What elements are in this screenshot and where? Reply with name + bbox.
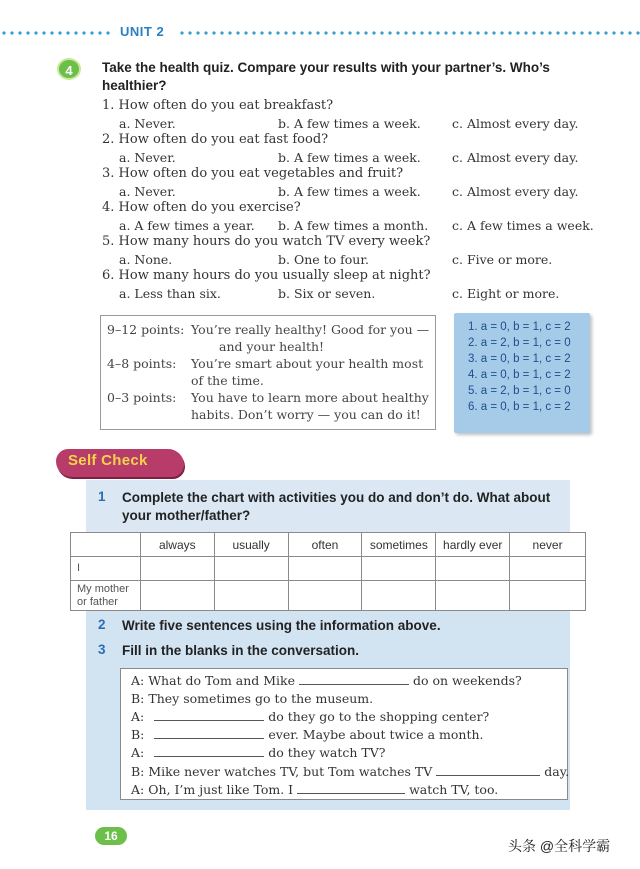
section-number-badge: 4	[57, 58, 81, 80]
row-label: I	[71, 557, 141, 581]
quiz-option-b: b. Six or seven.	[278, 286, 376, 301]
page-number: 16	[95, 827, 127, 845]
quiz-question: 1. How often do you eat breakfast?	[102, 98, 334, 113]
answer-key-box	[454, 313, 590, 433]
step-text: Write five sentences using the information above.	[122, 618, 441, 633]
quiz-option-a: a. Never.	[119, 116, 176, 131]
answer-key-line: 4. a = 0, b = 1, c = 2	[468, 369, 571, 381]
column-header: sometimes	[362, 533, 436, 557]
blank-field[interactable]	[299, 673, 409, 685]
blank-field[interactable]	[154, 745, 264, 757]
table-cell[interactable]	[214, 557, 288, 581]
table-cell[interactable]	[140, 581, 214, 611]
quiz-option-c: c. Almost every day.	[452, 150, 579, 165]
quiz-option-a: a. Never.	[119, 150, 176, 165]
scoring-box	[100, 315, 436, 430]
blank-field[interactable]	[154, 727, 264, 739]
quiz-option-a: a. Less than six.	[119, 286, 221, 301]
points-text: You’re really healthy! Good for you — and your health!	[191, 322, 430, 354]
column-header: always	[140, 533, 214, 557]
step-number: 1	[98, 489, 106, 504]
answer-key-line: 5. a = 2, b = 1, c = 0	[468, 385, 571, 397]
points-text: You’re smart about your health most of the time.	[191, 356, 424, 388]
conversation-line: B: ever. Maybe about twice a month.	[131, 727, 484, 742]
points-label: 4–8 points:	[107, 356, 177, 371]
table-cell[interactable]	[436, 557, 510, 581]
quiz-option-b: b. A few times a month.	[278, 218, 429, 233]
quiz-option-b: b. One to four.	[278, 252, 369, 267]
unit-label: UNIT 2	[120, 24, 165, 39]
quiz-option-c: c. Five or more.	[452, 252, 553, 267]
quiz-option-b: b. A few times a week.	[278, 184, 421, 199]
table-cell[interactable]	[436, 581, 510, 611]
frequency-chart	[70, 532, 586, 611]
step-number: 2	[98, 617, 106, 632]
table-cell[interactable]	[510, 581, 586, 611]
table-corner	[71, 533, 141, 557]
table-cell[interactable]	[288, 557, 362, 581]
table-row	[71, 581, 586, 611]
quiz-question: 2. How often do you eat fast food?	[102, 132, 329, 147]
answer-key-line: 3. a = 0, b = 1, c = 2	[468, 353, 571, 365]
watermark: 头条 @全科学霸	[508, 838, 611, 854]
header-dots-left	[0, 31, 110, 35]
conversation-line: B: They sometimes go to the museum.	[131, 691, 374, 706]
conversation-line: B: Mike never watches TV, but Tom watches TV day.	[131, 764, 570, 779]
conversation-box	[120, 668, 568, 800]
table-row	[71, 557, 586, 581]
quiz-option-c: c. Eight or more.	[452, 286, 560, 301]
points-text: You have to learn more about healthy habits. Don’t worry — you can do it!	[191, 390, 429, 422]
quiz-option-c: c. A few times a week.	[452, 218, 594, 233]
answer-key-line: 2. a = 2, b = 1, c = 0	[468, 337, 571, 349]
column-header: never	[510, 533, 586, 557]
blank-field[interactable]	[297, 782, 405, 794]
quiz-option-a: a. Never.	[119, 184, 176, 199]
answer-key-line: 6. a = 0, b = 1, c = 2	[468, 401, 571, 413]
blank-field[interactable]	[154, 709, 264, 721]
table-cell[interactable]	[362, 581, 436, 611]
table-cell[interactable]	[288, 581, 362, 611]
column-header: usually	[214, 533, 288, 557]
column-header: hardly ever	[436, 533, 510, 557]
quiz-question: 4. How often do you exercise?	[102, 200, 301, 215]
points-label: 0–3 points:	[107, 390, 177, 405]
conversation-line: A: do they watch TV?	[131, 745, 386, 760]
step-text: Fill in the blanks in the conversation.	[122, 643, 360, 658]
self-check-title: Self Check	[68, 452, 148, 469]
quiz-option-a: a. A few times a year.	[119, 218, 255, 233]
table-cell[interactable]	[362, 557, 436, 581]
table-cell[interactable]	[510, 557, 586, 581]
step-number: 3	[98, 642, 106, 657]
blank-field[interactable]	[436, 764, 540, 776]
quiz-question: 5. How many hours do you watch TV every week?	[102, 234, 431, 249]
quiz-option-b: b. A few times a week.	[278, 116, 421, 131]
quiz-option-b: b. A few times a week.	[278, 150, 421, 165]
points-label: 9–12 points:	[107, 322, 185, 337]
quiz-option-c: c. Almost every day.	[452, 184, 579, 199]
step-text: Complete the chart with activities you do and don’t do. What about your mother/father?	[122, 490, 551, 523]
table-cell[interactable]	[140, 557, 214, 581]
quiz-option-a: a. None.	[119, 252, 173, 267]
row-label: My mother or father	[71, 581, 141, 611]
quiz-question: 3. How often do you eat vegetables and fruit?	[102, 166, 404, 181]
quiz-question: 6. How many hours do you usually sleep at night?	[102, 268, 431, 283]
conversation-line: A: What do Tom and Mike do on weekends?	[131, 673, 522, 688]
table-cell[interactable]	[214, 581, 288, 611]
section-instruction: Take the health quiz. Compare your results with your partner’s. Who’s healthier?	[102, 60, 550, 93]
header-dots-right	[178, 31, 640, 35]
conversation-line: A: Oh, I’m just like Tom. I watch TV, too.	[131, 782, 499, 797]
conversation-line: A: do they go to the shopping center?	[131, 709, 490, 724]
quiz-option-c: c. Almost every day.	[452, 116, 579, 131]
answer-key-line: 1. a = 0, b = 1, c = 2	[468, 321, 571, 333]
column-header: often	[288, 533, 362, 557]
